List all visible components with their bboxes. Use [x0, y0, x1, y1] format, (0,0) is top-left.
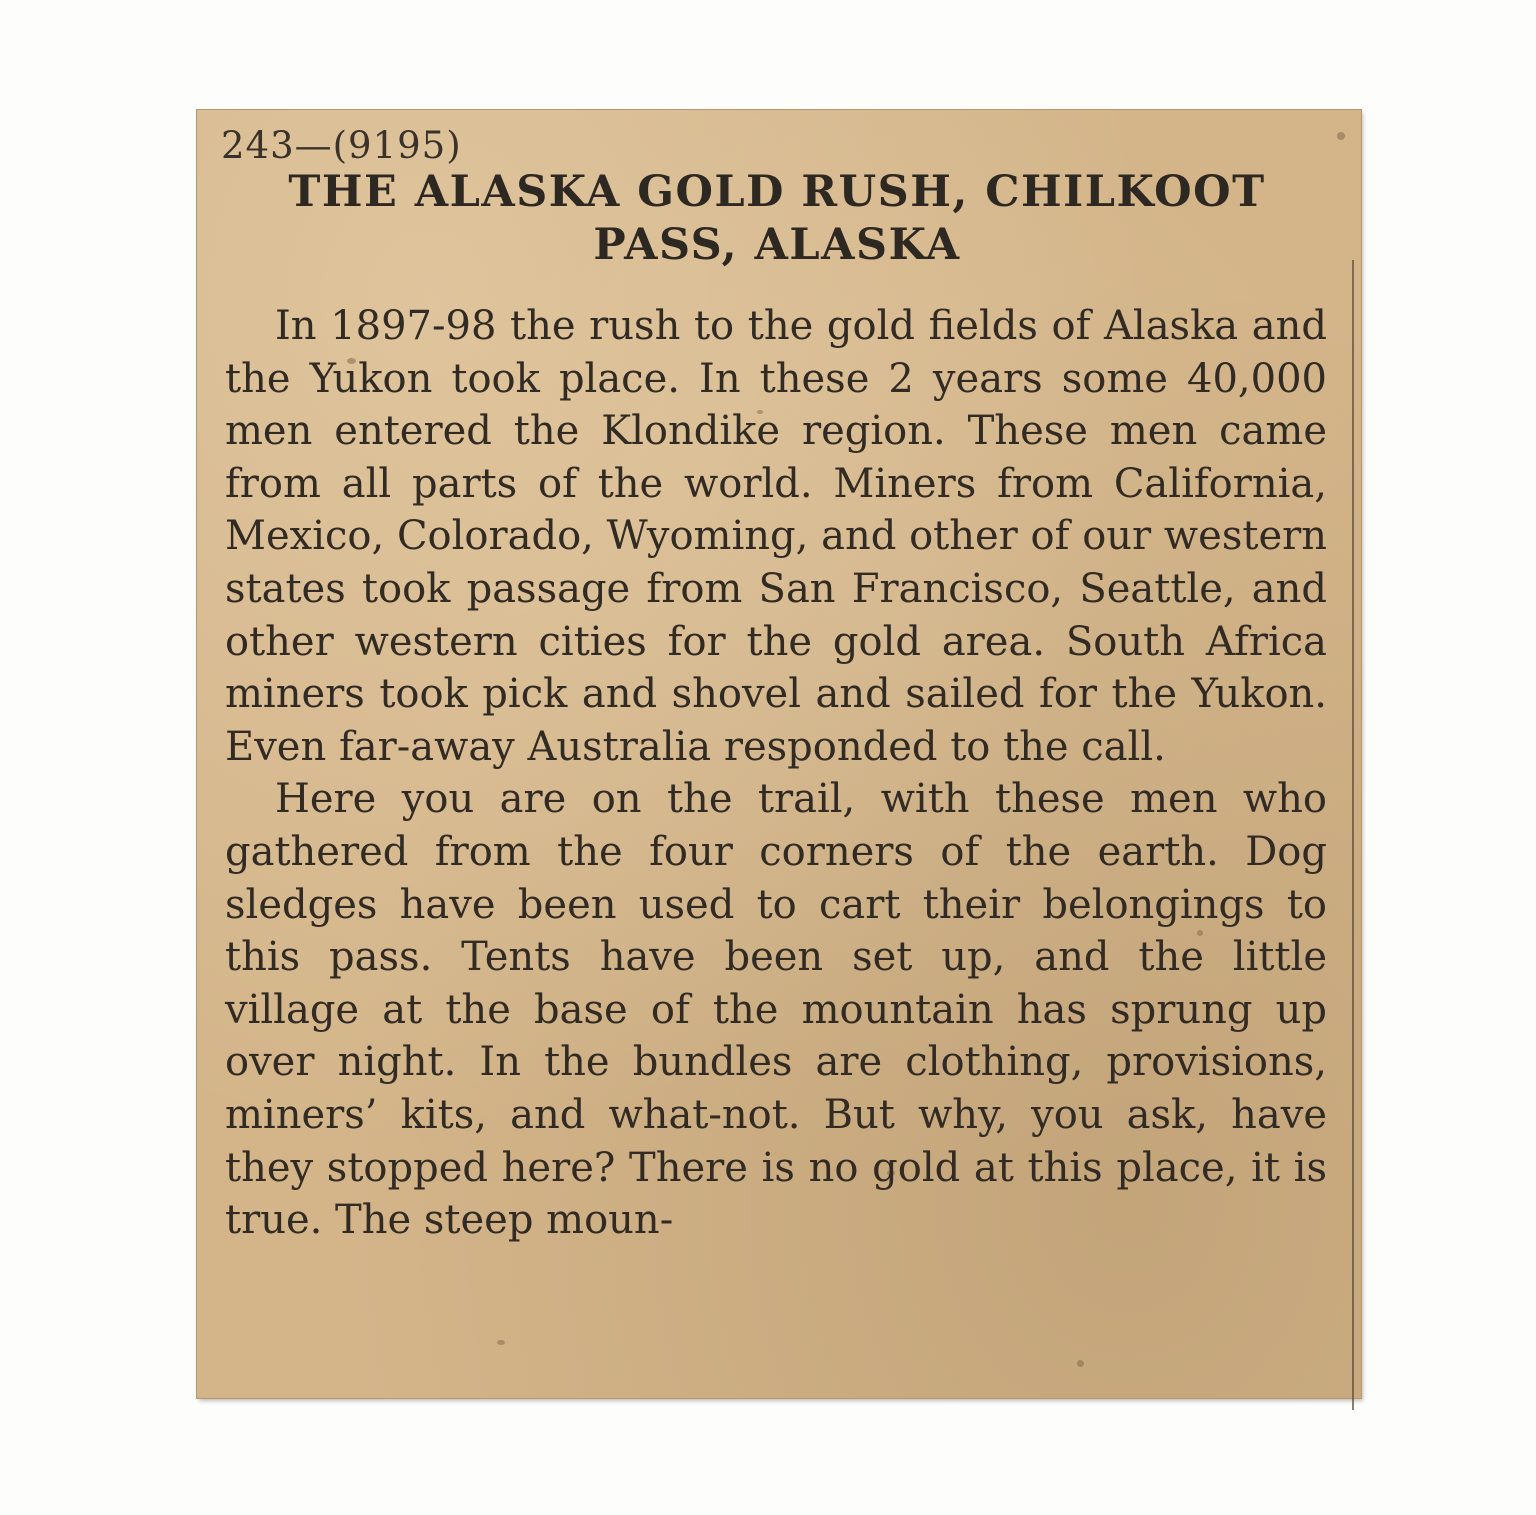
paragraph-2: Here you are on the trail, with these men who gathered from the four corners of the earth. Dog sledges have been used to cart their belongings to this pass. Tents have been set up, and the little village at the base of the mountain has sprung up over night. In the bundles are clothing, provisions, miners’ kits, and what-not. But why, you ask, have they stopped here? There is no gold at this place, it is true. The steep moun- [225, 776, 1327, 1244]
card-title: THE ALASKA GOLD RUSH, CHILKOOT PASS, ALASKA [288, 167, 1266, 270]
foxing-speck [1077, 1360, 1084, 1367]
right-margin-rule [1352, 260, 1354, 1410]
card-description [225, 300, 1327, 1247]
foxing-speck [497, 1340, 505, 1345]
paragraph-1: In 1897-98 the rush to the gold fields of Alaska and the Yukon took place. In these 2 years some 40,000 men entered the Klondike region. These men came from all parts of the world. Miners from California, Mexico, Colorado, Wyoming, and other of our western states took passage from San Francisco, Seattle, and other western cities for the gold area. South Africa miners took pick and shovel and sailed for the Yukon. Even far-away Australia responded to the call. [225, 303, 1327, 770]
card-number: 243—(9195) [221, 124, 462, 167]
stereoview-card [197, 110, 1361, 1398]
foxing-speck [1337, 132, 1345, 140]
